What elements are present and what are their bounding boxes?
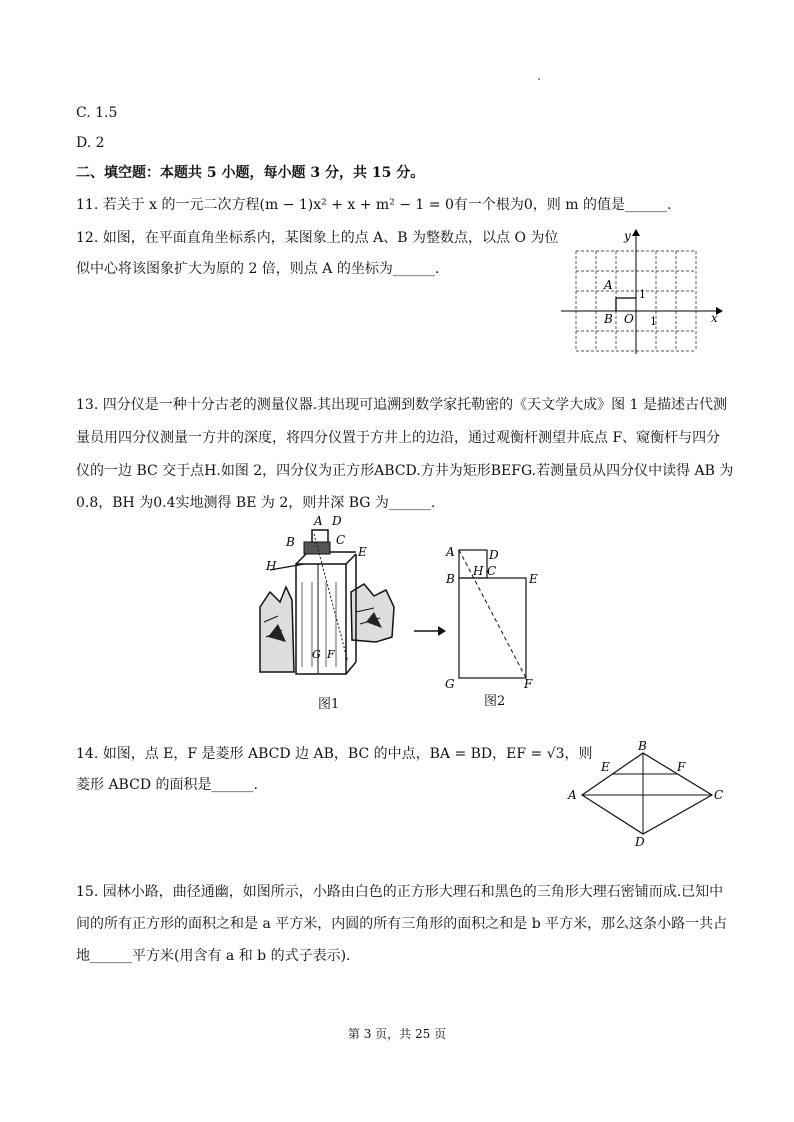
fig2-label-g: G: [445, 677, 455, 690]
fig2-label-a: A: [446, 545, 455, 559]
page-footer: 第 3 页，共 25 页: [347, 1027, 447, 1041]
figure2-caption: 图2: [484, 694, 506, 709]
fig1-label-f: F: [327, 648, 335, 661]
rhombus-label-a: A: [568, 788, 577, 802]
rhombus-label-c: C: [714, 788, 724, 802]
rhombus-label-b: B: [638, 740, 647, 753]
fig2-label-h: H: [473, 564, 484, 578]
question-13-line2: 量员用四分仪测量一方井的深度，将四分仪置于方井上的边沿，通过观衡杆测望井底点 F、窥衡杆与四分: [76, 430, 721, 446]
fig1-label-d: D: [332, 514, 342, 528]
fig1-label-g: G: [312, 648, 321, 661]
fig2-label-d: D: [489, 548, 499, 562]
point-a-label: A: [604, 278, 613, 292]
question-14-line1: 14. 如图，点 E，F 是菱形 ABCD 边 AB，BC 的中点，BA = BD，EF = √3，则: [76, 746, 593, 762]
question-14-line2: 菱形 ABCD 的面积是______.: [76, 777, 258, 793]
scan-dot: [538, 78, 540, 80]
question-12-line2: 似中心将该图象扩大为原的 2 倍，则点 A 的坐标为______.: [76, 261, 440, 277]
fig1-label-a: A: [314, 514, 323, 528]
quadrant-illustration-figure1: [256, 512, 396, 682]
coordinate-grid-figure: [556, 226, 726, 356]
choice-c: C. 1.5: [76, 105, 118, 121]
question-15-line3: 地______平方米(用含有 a 和 b 的式子表示).: [76, 948, 351, 964]
question-13-line3: 仪的一边 BC 交于点H.如图 2，四分仪为正方形ABCD.方井为矩形BEFG.若测量员从四分仪中读得 AB 为: [76, 463, 734, 479]
x-unit-label: 1: [650, 315, 657, 328]
question-15-line2: 间的所有正方形的面积之和是 a 平方米，内圆的所有三角形的面积之和是 b 平方米，那么这条小路一共占: [76, 916, 728, 932]
question-13-line4: 0.8，BH 为0.4实地测得 BE 为 2，则井深 BG 为______.: [76, 495, 436, 511]
section-heading: 二、填空题：本题共 5 小题，每小题 3 分，共 15 分。: [76, 165, 425, 181]
fig1-label-b: B: [286, 535, 295, 549]
fig2-label-b: B: [446, 572, 455, 586]
question-13-line1: 13. 四分仪是一种十分古老的测量仪器.其出现可追溯到数学家托勒密的《天文学大成》图 1 是描述古代测: [76, 397, 727, 413]
rhombus-label-e: E: [601, 760, 610, 774]
question-15-line1: 15. 园林小路，曲径通幽，如图所示，小路由白色的正方形大理石和黑色的三角形大理石密铺而成.已知中: [76, 884, 724, 900]
rhombus-figure: [560, 740, 730, 852]
figure1-caption: 图1: [318, 697, 340, 712]
well-diagram-figure2: [440, 542, 550, 690]
point-b-label: B: [604, 312, 613, 326]
y-axis-label: y: [624, 229, 631, 243]
x-axis-label: x: [711, 311, 718, 325]
fig2-label-e: E: [529, 572, 538, 586]
fig2-label-c: C: [487, 564, 497, 578]
y-unit-label: 1: [639, 288, 646, 301]
fig1-label-c: C: [336, 533, 346, 547]
choice-d: D. 2: [76, 135, 105, 151]
rhombus-label-f: F: [677, 760, 686, 774]
fig2-label-f: F: [524, 677, 533, 690]
origin-label: O: [624, 312, 634, 326]
question-11: 11. 若关于 x 的一元二次方程(m − 1)x² + x + m² − 1 = 0有一个根为0，则 m 的值是______.: [76, 197, 672, 213]
fig1-label-e: E: [358, 545, 367, 559]
question-12-line1: 12. 如图，在平面直角坐标系内，某图象上的点 A、B 为整数点，以点 O 为位: [76, 230, 559, 246]
fig1-label-h: H: [266, 559, 277, 573]
rhombus-label-d: D: [635, 835, 645, 849]
